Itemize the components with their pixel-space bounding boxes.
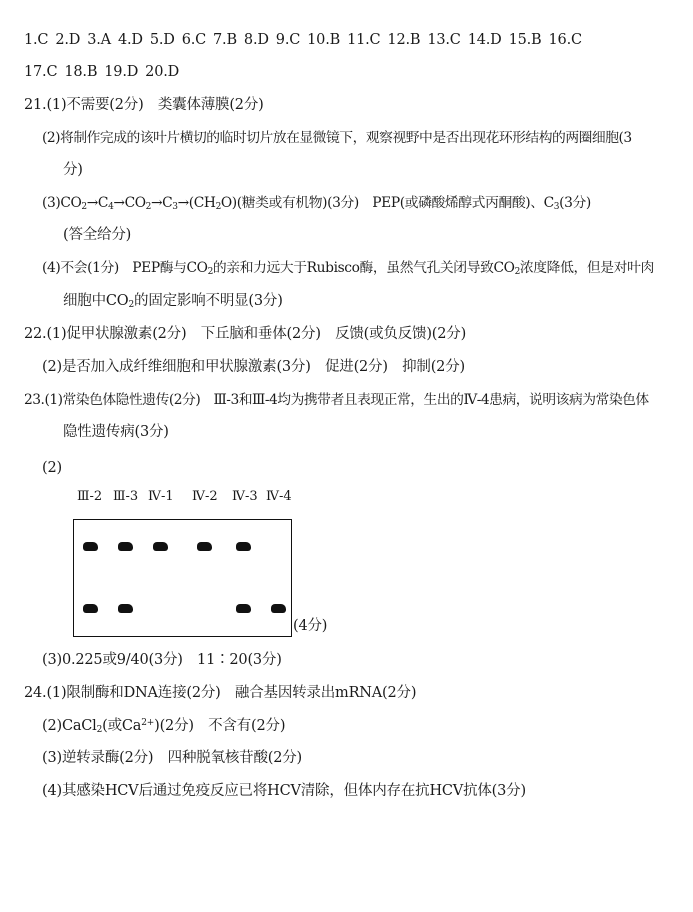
q24-line-1: 24.(1)限制酶和DNA连接(2分) 融合基因转录出mRNA(2分)	[24, 685, 417, 701]
q21-l3-sub: 2	[215, 202, 221, 212]
q24-l2-text: (2)CaCl	[42, 718, 97, 734]
q21-l3-sub: 3	[553, 202, 560, 212]
mc-answer: 8.D	[243, 32, 269, 48]
q21-line-4	[42, 258, 654, 278]
mc-answer: 2.D	[55, 32, 81, 48]
q24-l2-text: )(2分) 不含有(2分)	[154, 718, 286, 734]
gel-band-top	[197, 542, 212, 551]
q21-l4b-text: 细胞中CO	[63, 293, 129, 309]
gel-band-bottom	[236, 604, 251, 613]
q21-l3-sub: 4	[108, 202, 114, 212]
gel-lane-label: Ⅲ-3	[113, 489, 139, 504]
gel-band-bottom	[118, 604, 133, 613]
q21-l4-text: 浓度降低，但是对叶肉	[519, 260, 654, 276]
q22-line-2: (2)是否加入成纤维细胞和甲状腺激素(3分) 促进(2分) 抑制(2分)	[42, 359, 465, 375]
q23-line-2: (2)	[42, 460, 62, 476]
q21-l3-text: →C	[86, 195, 109, 211]
q22-line-1: 22.(1)促甲状腺激素(2分) 下丘脑和垂体(2分) 反馈(或负反馈)(2分)	[24, 326, 467, 342]
mc-answer: 12.B	[387, 32, 421, 48]
q21-l4-sub: 2	[514, 267, 520, 277]
mc-answer: 10.B	[307, 32, 341, 48]
gel-lane-label: Ⅳ-4	[266, 489, 292, 504]
q21-l3-sub: 3	[172, 202, 178, 212]
q21-l3-text: →(CH	[177, 195, 216, 211]
gel-lane-label: Ⅲ-2	[77, 489, 103, 504]
q21-l3-text: (3)CO	[42, 195, 82, 211]
mc-answer: 14.D	[467, 32, 502, 48]
mc-answer: 7.B	[213, 32, 237, 48]
q21-line-2b: 分)	[63, 162, 83, 178]
mc-answer: 17.C	[24, 64, 58, 80]
mc-answer: 6.C	[181, 32, 207, 48]
q23-line-3: (3)0.225或9/40(3分) 11∶20(3分)	[42, 652, 282, 668]
q24-line-2	[42, 716, 285, 736]
q21-l3-sub: 2	[145, 202, 151, 212]
q21-l3-sub: 2	[81, 202, 87, 212]
q21-l4-sub: 2	[207, 267, 213, 277]
mc-answer: 18.B	[64, 64, 98, 80]
q21-l3-text: (3分)	[559, 195, 591, 211]
mc-answer: 3.A	[87, 32, 111, 48]
mc-answers-row-2	[24, 62, 186, 82]
q21-l3-text: O)(糖类或有机物)(3分) PEP(或磷酸烯醇式丙酮酸)、C	[220, 195, 554, 211]
q21-line-3	[42, 193, 591, 213]
gel-band-top	[83, 542, 98, 551]
gel-band-top	[153, 542, 168, 551]
q24-line-4: (4)其感染HCV后通过免疫反应已将HCV清除，但体内存在抗HCV抗体(3分)	[42, 783, 526, 799]
gel-band-top	[118, 542, 133, 551]
gel-band-top	[236, 542, 251, 551]
q21-l4b-sub: 2	[128, 300, 135, 310]
mc-answer: 5.D	[149, 32, 175, 48]
gel-band-bottom	[271, 604, 286, 613]
gel-lane-label: Ⅳ-3	[232, 489, 258, 504]
q21-line-4b	[63, 291, 283, 311]
q21-l4-text: (4)不会(1分) PEP酶与CO	[42, 260, 208, 276]
q21-l3-text: →C	[150, 195, 173, 211]
gel-diagram	[73, 519, 292, 637]
mc-answer: 20.D	[145, 64, 180, 80]
q24-line-3: (3)逆转录酶(2分) 四种脱氧核苷酸(2分)	[42, 750, 303, 766]
gel-score: (4分)	[293, 618, 328, 634]
q21-l4-text: 的亲和力远大于Rubisco酶，虽然气孔关闭导致CO	[212, 260, 515, 276]
q21-l4b-text: 的固定影响不明显(3分)	[134, 293, 283, 309]
q23-line-1b: 隐性遗传病(3分)	[63, 424, 169, 440]
mc-answer: 11.C	[347, 32, 381, 48]
mc-answer: 9.C	[275, 32, 301, 48]
gel-lane-label: Ⅳ-1	[148, 489, 174, 504]
q24-l2-text: (或Ca	[102, 718, 142, 734]
q21-line-2a: (2)将制作完成的该叶片横切的临时切片放在显微镜下，观察视野中是否出现花环形结构的两圈细胞(3	[42, 130, 632, 146]
q24-l2-sup: 2+	[141, 718, 155, 728]
gel-lane-labels	[0, 489, 693, 509]
gel-band-bottom	[83, 604, 98, 613]
mc-answer: 16.C	[548, 32, 582, 48]
gel-lane-label: Ⅳ-2	[192, 489, 218, 504]
mc-answer: 15.B	[508, 32, 542, 48]
q21-line-3b: (答全给分)	[63, 227, 132, 243]
mc-answers-row-1	[24, 30, 589, 50]
q21-l3-text: →CO	[113, 195, 146, 211]
mc-answer: 4.D	[117, 32, 143, 48]
q21-line-1: 21.(1)不需要(2分) 类囊体薄膜(2分)	[24, 97, 264, 113]
q23-line-1: 23.(1)常染色体隐性遗传(2分) Ⅲ-3和Ⅲ-4均为携带者且表现正常，生出的Ⅳ-4患病，说明该病为常染色体	[24, 392, 649, 408]
mc-answer: 13.C	[427, 32, 461, 48]
mc-answer: 19.D	[104, 64, 139, 80]
q24-l2-sub: 2	[96, 725, 103, 735]
mc-answer: 1.C	[24, 32, 49, 48]
